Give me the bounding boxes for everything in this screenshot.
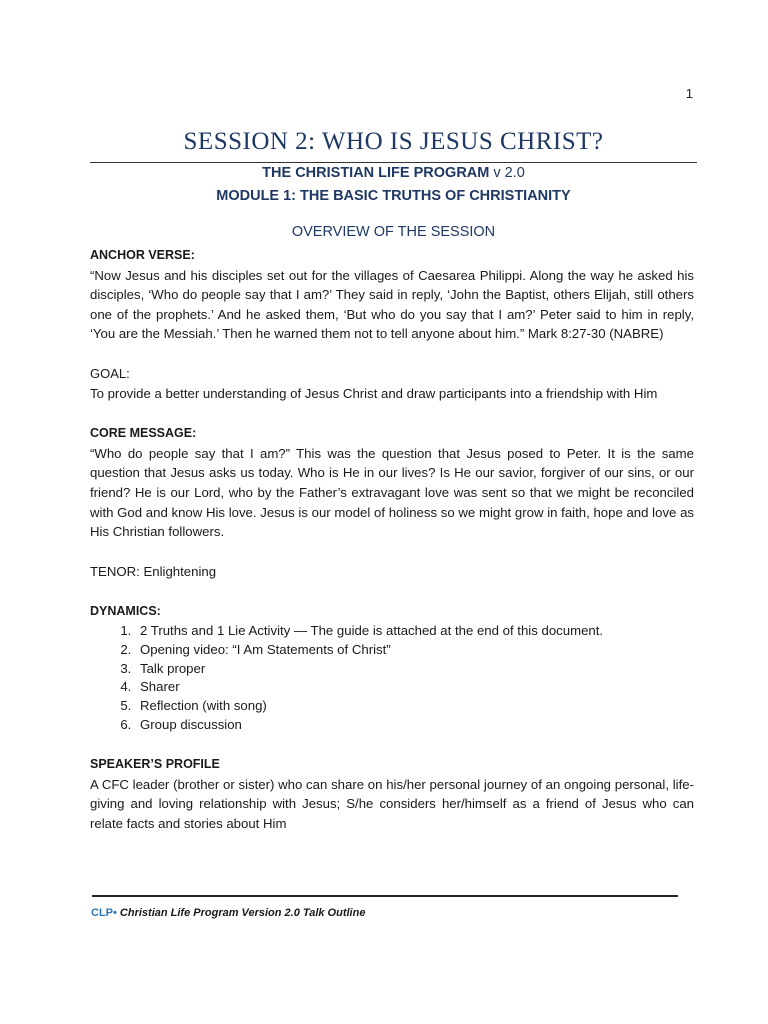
module-heading: MODULE 1: THE BASIC TRUTHS OF CHRISTIANITY bbox=[216, 188, 571, 204]
anchor-verse-text: “Now Jesus and his disciples set out for the villages of Caesarea Philippi. Along the way he asked his disciples, ‘Who do people say that I am?’ They said in reply, ‘John the Baptist, others Elijah, still others one of the prophets.’ And he asked them, ‘But who do you say that I am?’ Peter said to him in reply, ‘You are the Messiah.’ Then he warned them not to tell anyone about him.” Mark 8:27-30 (NABRE) bbox=[90, 267, 694, 342]
session-content bbox=[90, 246, 694, 834]
list-item: 6. Group discussion bbox=[135, 716, 694, 735]
clp-logo: CLP bbox=[91, 907, 113, 919]
core-message-label: CORE MESSAGE: bbox=[90, 426, 197, 441]
list-item: 5. Reflection (with song) bbox=[135, 697, 694, 716]
tenor-text: TENOR: Enlightening bbox=[90, 564, 217, 580]
speaker-profile-label: SPEAKER’S PROFILE bbox=[90, 757, 220, 772]
session-title: SESSION 2: WHO IS JESUS CHRIST? bbox=[183, 128, 604, 155]
list-item: 3. Talk proper bbox=[135, 660, 694, 679]
title-divider bbox=[90, 162, 697, 163]
dynamics-list bbox=[90, 622, 694, 735]
footer-text: Christian Life Program Version 2.0 Talk Outline bbox=[119, 907, 366, 919]
anchor-verse-label: ANCHOR VERSE: bbox=[90, 248, 195, 262]
page-number: 1 bbox=[685, 86, 693, 101]
goal-text: To provide a better understanding of Jesus Christ and draw participants into a friendship with Him bbox=[90, 386, 658, 402]
dynamics-label: DYNAMICS: bbox=[90, 604, 161, 619]
list-item: 4. Sharer bbox=[135, 678, 694, 697]
logo-dot-icon: • bbox=[113, 907, 117, 919]
list-item: 2. Opening video: “I Am Statements of Christ” bbox=[135, 641, 694, 660]
program-version: v 2.0 bbox=[493, 165, 525, 181]
program-name: THE CHRISTIAN LIFE PROGRAM bbox=[262, 165, 490, 181]
goal-label: GOAL: bbox=[90, 366, 130, 382]
core-message-text: “Who do people say that I am?” This was the question that Jesus posed to Peter. It is the same question that Jesus asks us today. Who is He in our lives? Is He our savior, forgiver of our sins, or our friend? He is our Lord, who by the Father’s extravagant love was sent so that we might be reconciled with God and know His love. Jesus is our model of holiness so we might grow in faith, hope and love as His Christian followers. bbox=[90, 445, 694, 540]
program-heading bbox=[90, 165, 697, 181]
overview-heading: OVERVIEW OF THE SESSION bbox=[291, 224, 496, 240]
page-footer bbox=[91, 907, 365, 919]
speaker-profile-text: A CFC leader (brother or sister) who can share on his/her personal journey of an ongoing personal, life-giving and loving relationship with Jesus; S/he considers her/himself as a friend of Jesus who can relate facts and stories about Him bbox=[90, 776, 694, 831]
footer-divider bbox=[92, 895, 678, 897]
list-item: 1. 2 Truths and 1 Lie Activity — The guide is attached at the end of this document. bbox=[135, 622, 694, 641]
